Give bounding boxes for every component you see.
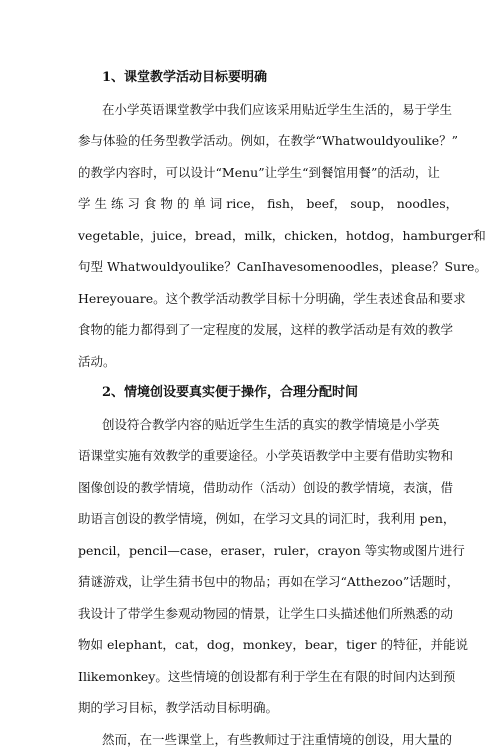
text-line: 的教学内容时，可以设计“Menu”让学生“到餐馆用餐”的活动，让: [78, 157, 428, 189]
text-line: 句型 Whatwouldyoulike？CanIhavesomenoodles，please？Sure。: [78, 251, 428, 283]
text-line: 活动。: [78, 346, 428, 378]
text-line: 物如 elephant，cat，dog，monkey，bear，tiger 的特征，并能说: [78, 629, 428, 661]
text-line: pencil，pencil—case，eraser，ruler，crayon 等实物或图片进行: [78, 535, 428, 567]
paragraph-2: [78, 409, 428, 724]
text-line: 图像创设的教学情境，借助动作（活动）创设的教学情境，表演，借: [78, 472, 428, 504]
text-line: 创设符合教学内容的贴近学生生活的真实的教学情境是小学英: [78, 409, 428, 441]
paragraph-3: [78, 724, 428, 755]
text-line: 助语言创设的教学情境，例如，在学习文具的词汇时，我利用 pen，: [78, 503, 428, 535]
text-line: Hereyouare。这个教学活动教学目标十分明确，学生表述食品和要求: [78, 283, 428, 315]
text-line: 食物的能力都得到了一定程度的发展，这样的教学活动是有效的教学: [78, 314, 428, 346]
text-line: vegetable，juice，bread，milk，chicken，hotdog，hamburger和: [78, 220, 428, 252]
paragraph-1: [78, 94, 428, 378]
text-line: 学 生 练 习 食 物 的 单 词 rice， fish， beef， soup， noodles，: [78, 188, 428, 220]
section-heading-2: 2、情境创设要真实便于操作，合理分配时间: [78, 377, 428, 409]
text-line: 参与体验的任务型教学活动。例如，在教学“Whatwouldyoulike？”: [78, 125, 428, 157]
text-line: 猜谜游戏，让学生猜书包中的物品；再如在学习“Atthezoo”话题时，: [78, 566, 428, 598]
section-heading-1: 1、课堂教学活动目标要明确: [78, 62, 428, 94]
text-line: 语课堂实施有效教学的重要途径。小学英语教学中主要有借助实物和: [78, 440, 428, 472]
text-line: 然而，在一些课堂上，有些教师过于注重情境的创设，用大量的: [78, 724, 428, 755]
text-line: 我设计了带学生参观动物园的情景，让学生口头描述他们所熟悉的动: [78, 598, 428, 630]
text-line: 在小学英语课堂教学中我们应该采用贴近学生生活的，易于学生: [78, 94, 428, 126]
text-line: 期的学习目标，教学活动目标明确。: [78, 692, 428, 724]
text-line: Ilikemonkey。这些情境的创设都有利于学生在有限的时间内达到预: [78, 661, 428, 693]
